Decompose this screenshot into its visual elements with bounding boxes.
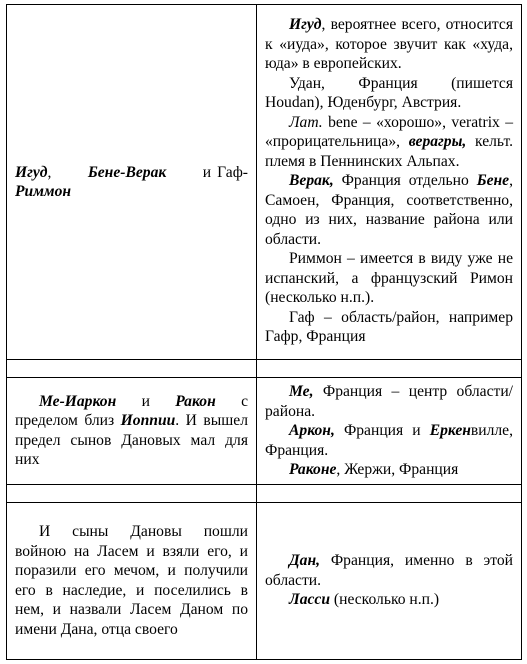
- table-row: [7, 378, 522, 485]
- paragraph: [265, 74, 513, 113]
- text-run: (несколько н.п.): [330, 591, 440, 609]
- text-run: верагры,: [408, 133, 467, 151]
- text-run: Дан,: [289, 552, 321, 570]
- text-run: и: [116, 392, 176, 410]
- text-run: Бене: [476, 172, 510, 190]
- text-run: ,: [47, 163, 88, 181]
- left-text: [15, 163, 248, 202]
- gap-cell: [257, 484, 522, 502]
- gap-cell: [7, 360, 257, 378]
- text-run: Франция и: [334, 422, 430, 439]
- table-row: [7, 502, 522, 659]
- text-run: и Гаф-: [166, 163, 248, 181]
- text-run: Ласси: [289, 591, 331, 609]
- text-run: Аркон,: [289, 422, 335, 439]
- paragraph: [265, 171, 513, 249]
- left-text: [15, 392, 248, 470]
- left-cell: [7, 5, 257, 360]
- text-run: Игуд: [289, 16, 322, 34]
- text-run: . И вышел предел сынов Дановых мал для них: [15, 412, 248, 469]
- text-run: Раконе: [289, 461, 337, 478]
- paragraph: [265, 590, 513, 610]
- text-run: Риммон – имеется в виду уже не испанский, а французский Римон (несколько н.п.).: [265, 250, 513, 307]
- text-run: с пределом близ: [15, 392, 248, 430]
- text-run: Удан, Франция (пишется Houdan), Юденбург, Австрия.: [265, 74, 513, 112]
- text-run: Бене-Верак: [87, 163, 167, 181]
- text-run: кельт. племя в Пеннинских Альпах.: [265, 133, 513, 170]
- comparison-table: [6, 4, 522, 660]
- text-run: , Жержи, Франция: [336, 461, 459, 478]
- text-run: Ракон: [175, 392, 216, 410]
- right-cell: [257, 5, 522, 360]
- text-run: Франция – центр области/района.: [265, 383, 513, 420]
- table-row: [7, 5, 522, 360]
- gap-cell: [257, 360, 522, 378]
- text-run: Игуд: [15, 163, 48, 181]
- left-text: [15, 522, 248, 639]
- text-run: Ме,: [289, 383, 314, 400]
- row-gap: [7, 484, 522, 502]
- left-cell: [7, 378, 257, 485]
- left-cell: [7, 502, 257, 659]
- text-run: Иоппии: [120, 412, 176, 430]
- text-run: И сыны Дановы пошли войною на Ласем и взяли его, и поразили его мечом, и получили его в наследие, и поселились в нем, и назвали Ласем Даном по имени Дана, отца своего: [15, 523, 248, 638]
- paragraph: [265, 551, 513, 590]
- text-run: Лат.: [289, 113, 323, 131]
- text-run: Риммон: [15, 183, 72, 200]
- text-run: Еркен: [429, 422, 471, 439]
- right-cell: [257, 378, 522, 485]
- right-cell: [257, 502, 522, 659]
- paragraph: [265, 113, 513, 172]
- text-run: Ме-Иаркон: [39, 392, 117, 410]
- text-run: Верак,: [289, 172, 334, 190]
- text-run: виллe, Франция.: [265, 422, 513, 459]
- text-run: , Самоен, Франция, соответственно, одно из них, название района или области.: [265, 172, 513, 248]
- paragraph: [265, 15, 513, 74]
- text-run: Франция, именно в этой области.: [265, 552, 513, 589]
- text-run: Гаф – область/район, например Гафр, Франция: [265, 308, 513, 346]
- gap-cell: [7, 484, 257, 502]
- row-gap: [7, 360, 522, 378]
- text-run: , вероятнее всего, относится к «иуда», которое звучит как «худа, юда» в европейских.: [265, 16, 513, 73]
- paragraph: [265, 421, 513, 460]
- paragraph: [265, 308, 513, 347]
- paragraph: [265, 460, 513, 480]
- text-run: Франция отдельно: [333, 172, 477, 190]
- paragraph: [265, 382, 513, 421]
- text-run: bene – «хорошо», veratrix – «прорицательница»,: [265, 113, 513, 151]
- paragraph: [265, 249, 513, 308]
